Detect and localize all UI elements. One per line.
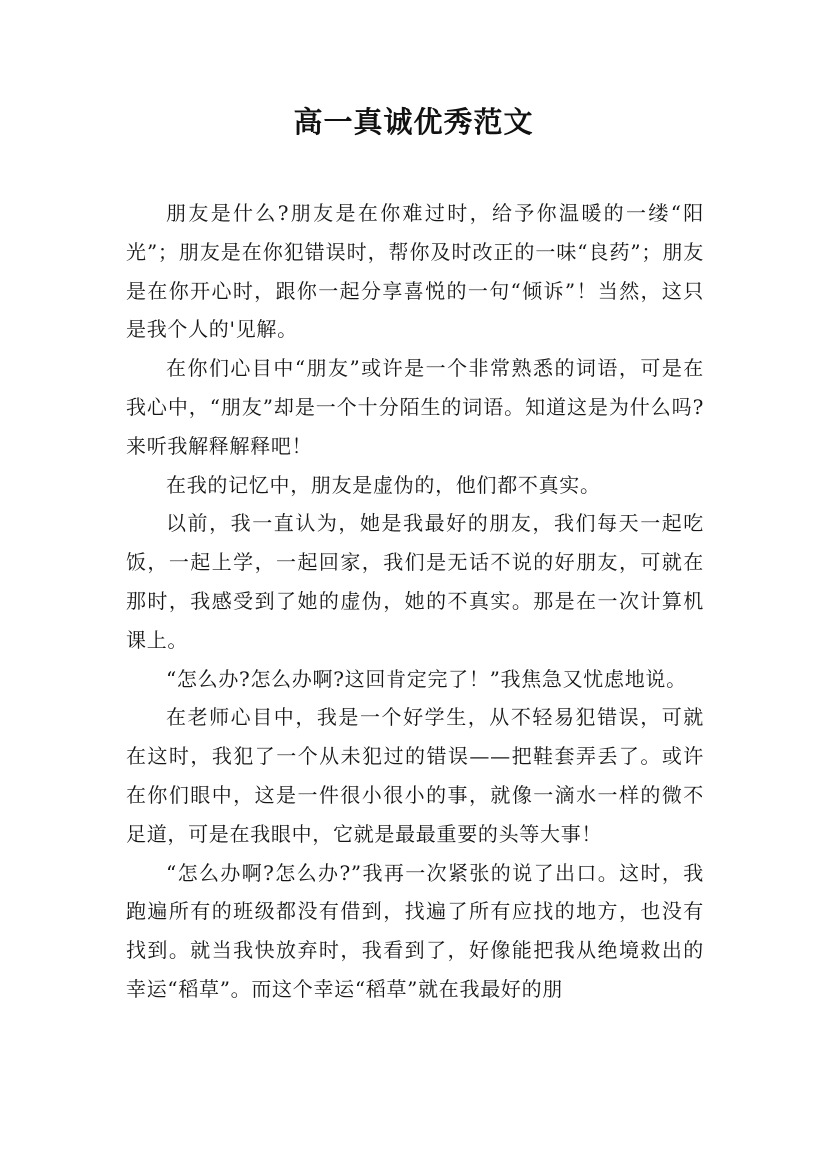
paragraph: 在老师心目中，我是一个好学生，从不轻易犯错误，可就在这时，我犯了一个从未犯过的错误——把鞋套弄丢了。或许在你们眼中，这是一件很小很小的事，就像一滴水一样的微不足道，可是在我眼中，它就是最最重要的头等大事！ xyxy=(126,705,704,846)
document-body xyxy=(126,194,704,1009)
document-title: 高一真诚优秀范文 xyxy=(293,105,534,139)
paragraph: 在我的记忆中，朋友是虚伪的，他们都不真实。 xyxy=(166,472,601,497)
paragraph: 以前，我一直认为，她是我最好的朋友，我们每天一起吃饭，一起上学，一起回家，我们是无话不说的好朋友，可就在那时，我感受到了她的虚伪，她的不真实。那是在一次计算机课上。 xyxy=(126,511,704,652)
paragraph: 朋友是什么?朋友是在你难过时，给予你温暖的一缕“阳光”；朋友是在你犯错误时，帮你及时改正的一味“良药”；朋友是在你开心时，跟你一起分享喜悦的一句“倾诉”！当然，这只是我个人的'见解。 xyxy=(126,201,704,342)
paragraph: 在你们心目中“朋友”或许是一个非常熟悉的词语，可是在我心中，“朋友”却是一个十分陌生的词语。知道这是为什么吗?来听我解释解释吧！ xyxy=(126,356,704,458)
paragraph: “怎么办啊?怎么办?”我再一次紧张的说了出口。这时，我跑遍所有的班级都没有借到，找遍了所有应找的地方，也没有找到。就当我快放弃时，我看到了，好像能把我从绝境救出的幸运“稻草”。而这个幸运“稻草”就在我最好的朋 xyxy=(126,860,704,1001)
paragraph: “怎么办?怎么办啊?这回肯定完了！”我焦急又忧虑地说。 xyxy=(166,666,687,691)
